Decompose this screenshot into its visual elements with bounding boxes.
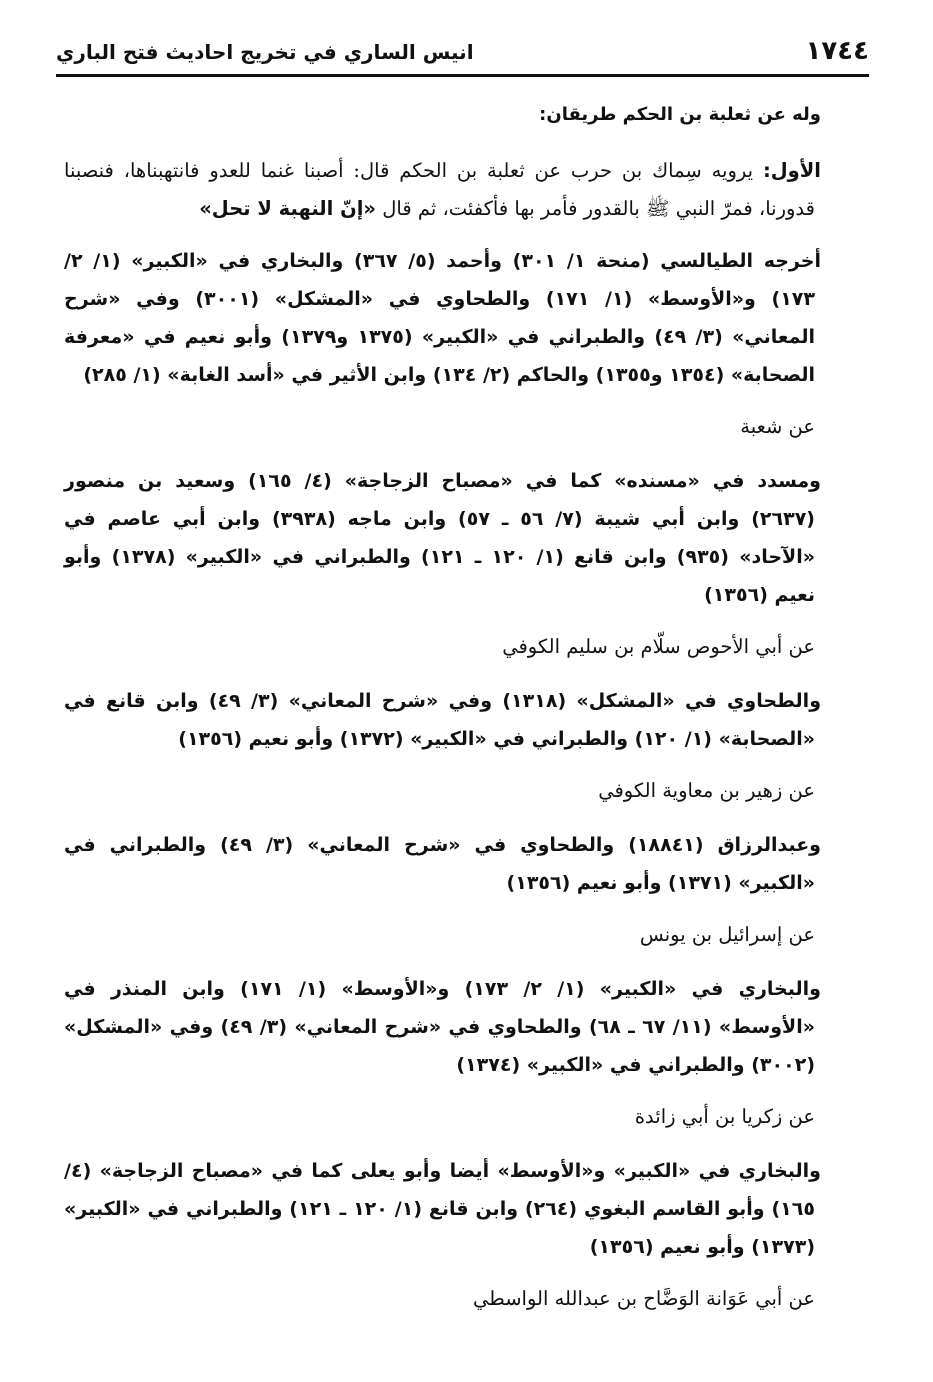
chain-heading-3: عن زهير بن معاوية الكوفي: [598, 779, 815, 802]
takhrij-paragraph-5: والبخاري في «الكبير» (١/ ٢/ ١٧٣) و«الأوسط» (١/ ١٧١) وابن المنذر في «الأوسط» (١١/ ٦٧ ـ ٦٨) والطحاوي في «شرح المعاني» (٣/ ٤٩) وفي «المشكل» (٣٠٠٢) والطبراني في «الكبير» (١٣٧٤): [64, 978, 821, 1076]
first-label: الأول:: [762, 159, 821, 182]
hadith-text: يرويه سِماك بن حرب عن ثعلبة بن الحكم قال: أصبنا غنما للعدو فانتهبناها، فنصبنا قدورنا، فمرّ النبي ﷺ بالقدور فأمر بها فأكفئت، ثم قال: [64, 159, 815, 220]
takhrij-paragraph-3: والطحاوي في «المشكل» (١٣١٨) وفي «شرح المعاني» (٣/ ٤٩) وابن قانع في «الصحابة» (١/ ١٢٠) والطبراني في «الكبير» (١٣٧٢) وأبو نعيم (١٣٥٦): [64, 690, 822, 750]
hadith-paragraph: [64, 152, 821, 228]
takhrij-paragraph-6: والبخاري في «الكبير» و«الأوسط» أيضا وأبو يعلى كما في «مصباح الزجاجة» (٤/ ١٦٥) وأبو القاسم البغوي (٢٦٤) وابن قانع (١/ ١٢٠ ـ ١٢١) والطبراني في «الكبير» (١٣٧٣) وأبو نعيم (١٣٥٦): [64, 1160, 821, 1258]
takhrij-paragraph-4: وعبدالرزاق (١٨٨٤١) والطحاوي في «شرح المعاني» (٣/ ٤٩) والطبراني في «الكبير» (١٣٧١) وأبو نعيم (١٣٥٦): [64, 834, 821, 894]
page-number: ١٧٤٤: [805, 36, 869, 66]
chain-heading-2: عن أبي الأحوص سلّام بن سليم الكوفي: [502, 635, 815, 658]
page-body: [64, 96, 822, 1334]
chain-heading-1: عن شعبة: [740, 415, 815, 438]
chain-heading-6: عن أبي عَوَانة الوَضَّاح بن عبدالله الواسطي: [472, 1287, 815, 1310]
takhrij-paragraph-1: أخرجه الطيالسي (منحة ١/ ٣٠١) وأحمد (٥/ ٣٦٧) والبخاري في «الكبير» (١/ ٢/ ١٧٣) و«الأوسط» (١/ ١٧١) والطحاوي في «المشكل» (٣٠٠١) وفي «شرح المعاني» (٣/ ٤٩) والطبراني في «الكبير» (١٣٧٥ و١٣٧٩) وأبو نعيم في «معرفة الصحابة» (١٣٥٤ و١٣٥٥) والحاكم (٢/ ١٣٤) وابن الأثير في «أسد الغابة» (١/ ٢٨٥): [64, 250, 821, 386]
takhrij-paragraph-2: ومسدد في «مسنده» كما في «مصباح الزجاجة» (٤/ ١٦٥) وسعيد بن منصور (٢٦٣٧) وابن أبي شيبة (٧/ ٥٦ ـ ٥٧) وابن ماجه (٣٩٣٨) وابن أبي عاصم في «الآحاد» (٩٣٥) وابن قانع (١/ ١٢٠ ـ ١٢١) والطبراني في «الكبير» (١٣٧٨) وأبو نعيم (١٣٥٦): [64, 470, 821, 606]
page-header: [56, 34, 869, 74]
running-title: انيس الساري في تخريج احاديث فتح الباري: [56, 40, 474, 64]
header-rule: [56, 74, 869, 77]
intro-line: وله عن ثعلبة بن الحكم طريقان:: [539, 104, 821, 125]
chain-heading-4: عن إسرائيل بن يونس: [639, 923, 815, 946]
hadith-quote: «إنّ النهبة لا تحل»: [199, 197, 377, 220]
chain-heading-5: عن زكريا بن أبي زائدة: [634, 1105, 815, 1128]
